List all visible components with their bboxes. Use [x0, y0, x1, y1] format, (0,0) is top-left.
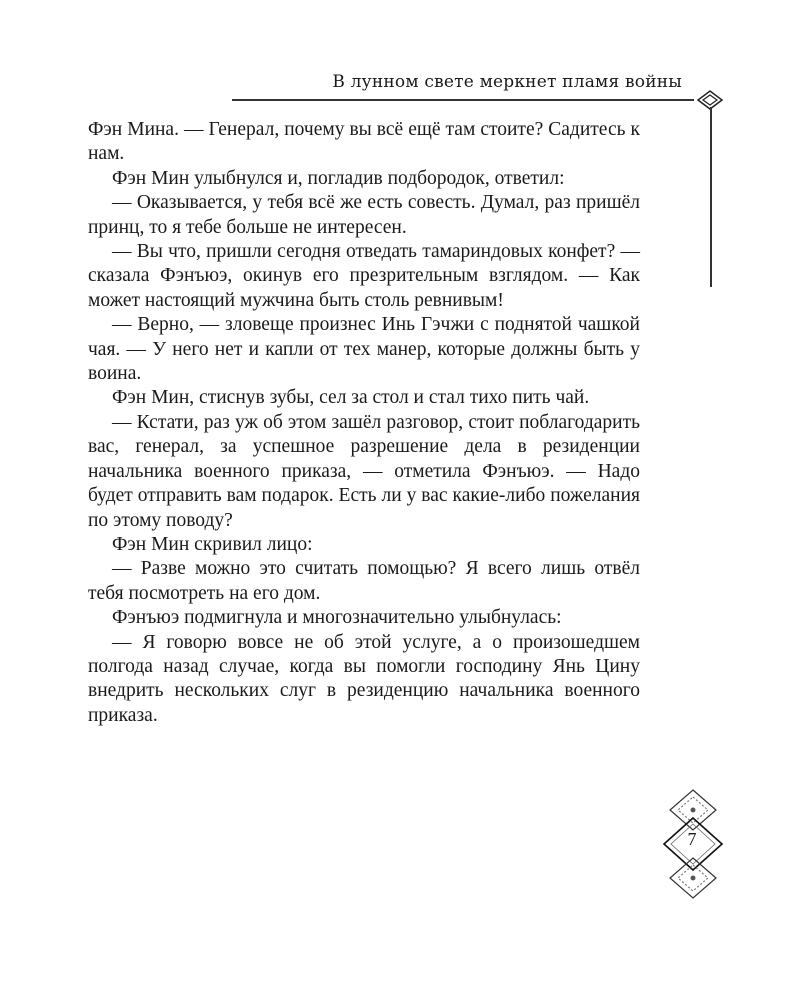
page-number: 7	[687, 829, 697, 849]
paragraph: Фэн Мин, стиснув зубы, сел за стол и стал тихо пить чай.	[112, 387, 590, 409]
paragraph: — Кстати, раз уж об этом зашёл разговор, стоит поблагодарить вас, генерал, за успешное разрешение дела в резиденции начальника военного приказа, — отметила Фэнъюэ. — Надо будет отправить вам подарок. Есть ли у вас какие-либо пожелания по этому поводу?	[88, 411, 640, 531]
paragraph: — Верно, — зловеще произнес Инь Гэчжи с поднятой чашкой чая. — У него нет и капли от тех манер, которые должны быть у воина.	[88, 314, 640, 385]
paragraph: Фэн Мина. — Генерал, почему вы всё ещё там стоите? Садитесь к нам.	[88, 119, 640, 165]
body-text	[88, 118, 640, 728]
paragraph: — Оказывается, у тебя всё же есть совесть. Думал, раз пришёл принц, то я тебе больше не интересен.	[88, 192, 640, 238]
paragraph: — Вы что, пришли сегодня отведать тамариндовых конфет? — сказала Фэнъюэ, окинув его презрительным взглядом. — Как может настоящий мужчина быть столь ревнивым!	[88, 241, 640, 311]
paragraph: Фэн Мин улыбнулся и, погладив подбородок, ответил:	[112, 167, 565, 189]
paragraph: — Я говорю вовсе не об этой услуге, а о произошедшем полгода назад случае, когда вы помогли господину Янь Цину внедрить нескольких слуг в резиденцию начальника военного приказа.	[88, 631, 640, 726]
paragraph: Фэн Мин скривил лицо:	[112, 533, 313, 555]
header-rule-vertical	[710, 107, 712, 287]
header-rule-horizontal	[232, 99, 694, 101]
paragraph: — Разве можно это считать помощью? Я всего лишь отвёл тебя посмотреть на его дом.	[88, 558, 640, 604]
paragraph: Фэнъюэ подмигнула и многозначительно улыбнулась:	[112, 607, 562, 629]
running-header-title: В лунном свете меркнет пламя войны	[332, 72, 682, 92]
